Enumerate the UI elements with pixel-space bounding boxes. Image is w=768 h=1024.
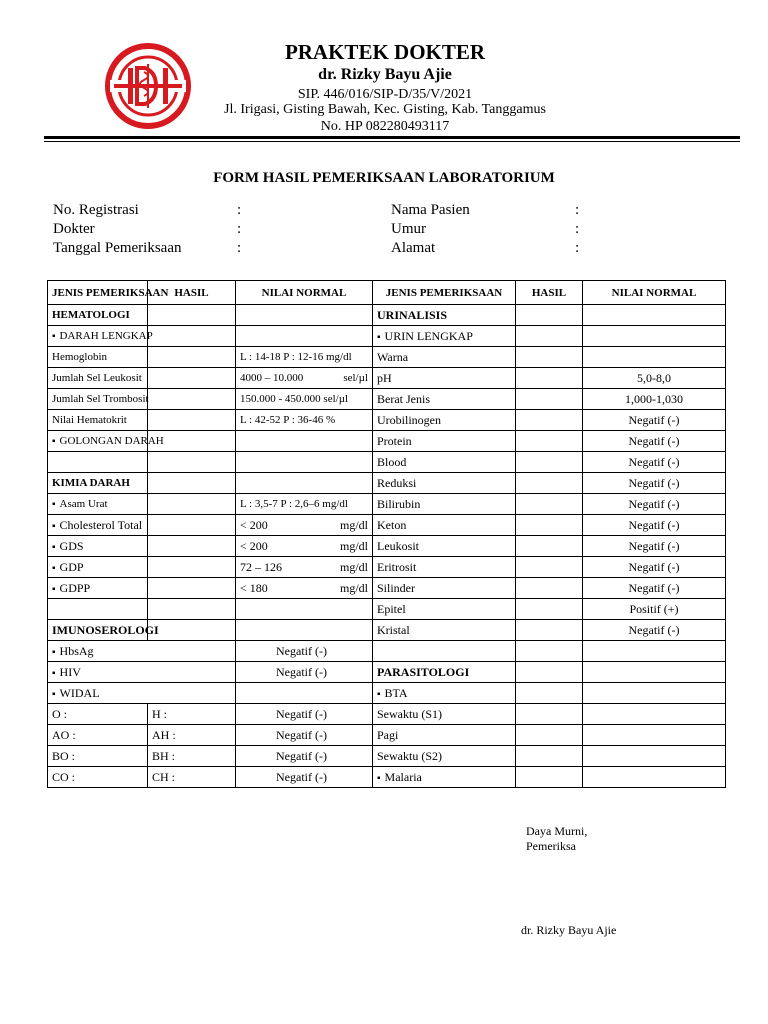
test-hematokrit: Nilai Hematokrit [48,410,148,431]
section-imunoserologi: IMUNOSEROLOGI [48,620,148,641]
normal-cell [583,641,726,662]
hasil-cell[interactable] [516,767,583,788]
normal-asam-urat: L : 3,5-7 P : 2,6–6 mg/dl [236,494,373,515]
table-row [48,410,726,431]
hasil-cell[interactable] [516,725,583,746]
test-berat-jenis: Berat Jenis [373,389,516,410]
widal-o: O : [48,704,148,725]
test-widal: ▪ WIDAL [52,686,100,700]
normal-ph: 5,0-8,0 [583,368,726,389]
hasil-cell[interactable] [516,557,583,578]
widal-ch: CH : [148,767,236,788]
normal-gds: < 200 [240,538,268,553]
normal-warna [583,347,726,368]
table-row [48,683,726,704]
form-title: FORM HASIL PEMERIKSAAN LABORATORIUM [213,170,555,186]
hasil-cell[interactable] [516,452,583,473]
normal-berat-jenis: 1,000-1,030 [583,389,726,410]
test-gdp: ▪ GDP [52,560,84,574]
empty-cell [48,599,148,620]
lab-results-table [47,280,726,788]
label-nama-pasien: Nama Pasien [391,202,470,218]
unit-mgdl: mg/dl [339,580,368,595]
table-row [48,515,726,536]
hasil-cell[interactable] [148,557,236,578]
test-leukosit: Jumlah Sel Leukosit [48,368,148,389]
table-row [48,662,726,683]
hasil-cell[interactable] [516,641,583,662]
clinic-phone: No. HP 082280493117 [320,119,450,134]
normal-cell [236,599,373,620]
normal-cell [583,767,726,788]
label-alamat: Alamat [391,240,436,256]
test-epitel: Epitel [373,599,516,620]
hasil-cell[interactable] [516,473,583,494]
normal-gdp: 72 – 126 [240,559,282,574]
hasil-cell[interactable] [148,452,236,473]
table-row [48,746,726,767]
hasil-cell[interactable] [516,620,583,641]
hasil-cell[interactable] [516,494,583,515]
colon: : [237,221,242,237]
col-header-nilai-normal: NILAI NORMAL [236,281,373,305]
table-row [48,599,726,620]
test-ph: pH [373,368,516,389]
table-row [48,431,726,452]
hasil-cell[interactable] [516,326,583,347]
hasil-cell[interactable] [516,410,583,431]
widal-h: H : [148,704,236,725]
normal-cell [583,704,726,725]
table-row [48,347,726,368]
subsection-urin-lengkap: ▪ URIN LENGKAP [377,329,473,343]
test-malaria: ▪ Malaria [377,770,422,784]
test-gds: ▪ GDS [52,539,84,553]
normal-urobilinogen: Negatif (-) [583,410,726,431]
colon: : [237,202,242,218]
normal-cell [583,683,726,704]
subsection-golongan-darah: ▪ GOLONGAN DARAH [52,435,164,447]
header-divider-thin [44,141,740,142]
section-parasitologi: PARASITOLOGI [373,662,516,683]
normal-cell [583,725,726,746]
signature-doctor-name: dr. Rizky Bayu Ajie [521,923,617,937]
normal-cell [236,431,373,452]
col-header-nilai-normal: NILAI NORMAL [583,281,726,305]
hasil-cell[interactable] [148,620,236,641]
unit-mgdl: mg/dl [339,517,368,532]
test-trombosit: Jumlah Sel Trombosit [48,389,148,410]
hasil-cell[interactable] [516,368,583,389]
col-header-hasil: HASIL [516,281,583,305]
label-no-registrasi: No. Registrasi [53,202,139,218]
test-gdpp: ▪ GDPP [52,581,90,595]
test-pagi: Pagi [373,725,516,746]
normal-silinder: Negatif (-) [583,578,726,599]
normal-hemoglobin: L : 14-18 P : 12-16 mg/dl [236,347,373,368]
hasil-cell[interactable] [148,578,236,599]
empty-cell [373,641,516,662]
widal-co: CO : [48,767,148,788]
hasil-cell[interactable] [516,431,583,452]
normal-leukosit-urin: Negatif (-) [583,536,726,557]
section-kimia-darah: KIMIA DARAH [48,473,148,494]
normal-gdpp: < 180 [240,580,268,595]
hasil-cell[interactable] [148,347,236,368]
test-kristal: Kristal [373,620,516,641]
hasil-cell[interactable] [148,515,236,536]
normal-leukosit: 4000 – 10.000 [240,372,304,384]
hasil-cell[interactable] [148,389,236,410]
table-row [48,578,726,599]
clinic-address: Jl. Irigasi, Gisting Bawah, Kec. Gisting, Kab. Tanggamus [224,102,546,117]
hasil-cell[interactable] [516,305,583,326]
hasil-cell[interactable] [516,683,583,704]
widal-bh: BH : [148,746,236,767]
normal-cell [236,683,373,704]
normal-cell [583,305,726,326]
hasil-cell[interactable] [148,494,236,515]
hasil-cell[interactable] [516,515,583,536]
hasil-cell[interactable] [516,347,583,368]
normal-protein: Negatif (-) [583,431,726,452]
normal-widal-ao: Negatif (-) [236,725,373,746]
col-header-jenis: JENIS PEMERIKSAAN [48,281,148,305]
normal-cholesterol: < 200 [240,517,268,532]
normal-blood: Negatif (-) [583,452,726,473]
table-row [48,704,726,725]
empty-cell [48,452,148,473]
col-header-jenis: JENIS PEMERIKSAAN [373,281,516,305]
hasil-cell[interactable] [148,473,236,494]
table-row [48,494,726,515]
subsection-darah-lengkap: ▪ DARAH LENGKAP [52,330,153,342]
table-row [48,305,726,326]
normal-hiv: Negatif (-) [236,662,373,683]
unit-mgdl: mg/dl [339,538,368,553]
normal-keton: Negatif (-) [583,515,726,536]
widal-ah: AH : [148,725,236,746]
label-dokter: Dokter [53,221,95,237]
normal-cell [236,620,373,641]
test-protein: Protein [373,431,516,452]
unit-mgdl: mg/dl [339,559,368,574]
normal-cell [583,662,726,683]
label-umur: Umur [391,221,426,237]
test-reduksi: Reduksi [373,473,516,494]
signature-role: Pemeriksa [526,839,576,853]
section-urinalisis: URINALISIS [373,305,516,326]
table-row [48,641,726,662]
table-row [48,620,726,641]
table-row [48,452,726,473]
test-urobilinogen: Urobilinogen [373,410,516,431]
normal-epitel: Positif (+) [583,599,726,620]
normal-cell [583,746,726,767]
table-row [48,557,726,578]
hasil-cell[interactable] [516,578,583,599]
test-hbsag: ▪ HbsAg [52,644,94,658]
normal-hematokrit: L : 42-52 P : 36-46 % [236,410,373,431]
test-sewaktu-s1: Sewaktu (S1) [373,704,516,725]
test-sewaktu-s2: Sewaktu (S2) [373,746,516,767]
hasil-cell[interactable] [516,746,583,767]
section-hematologi: HEMATOLOGI [48,305,148,326]
hasil-cell[interactable] [148,410,236,431]
colon: : [237,240,242,256]
normal-cell [583,326,726,347]
signature-name-examiner: Daya Murni, [526,824,588,838]
normal-widal-bo: Negatif (-) [236,746,373,767]
normal-widal-co: Negatif (-) [236,767,373,788]
normal-bilirubin: Negatif (-) [583,494,726,515]
clinic-title: PRAKTEK DOKTER [284,40,486,64]
colon: : [575,202,580,218]
normal-reduksi: Negatif (-) [583,473,726,494]
test-asam-urat: ▪ Asam Urat [52,498,108,510]
test-leukosit-urin: Leukosit [373,536,516,557]
table-row [48,473,726,494]
test-hiv: ▪ HIV [52,665,81,679]
hasil-cell[interactable] [516,536,583,557]
table-row [48,725,726,746]
normal-kristal: Negatif (-) [583,620,726,641]
table-row [48,536,726,557]
normal-widal-o: Negatif (-) [236,704,373,725]
hasil-cell[interactable] [148,326,236,347]
table-row [48,368,726,389]
hasil-cell[interactable] [516,662,583,683]
test-bta: ▪ BTA [377,686,408,700]
normal-cell [236,452,373,473]
table-row [48,389,726,410]
hasil-cell[interactable] [148,305,236,326]
hasil-cell[interactable] [148,368,236,389]
test-hemoglobin: Hemoglobin [48,347,148,368]
normal-cell [236,305,373,326]
hasil-cell[interactable] [148,536,236,557]
hasil-cell[interactable] [516,389,583,410]
normal-eritrosit: Negatif (-) [583,557,726,578]
hasil-cell[interactable] [516,599,583,620]
test-bilirubin: Bilirubin [373,494,516,515]
test-silinder: Silinder [373,578,516,599]
test-eritrosit: Eritrosit [373,557,516,578]
label-tanggal-pemeriksaan: Tanggal Pemeriksaan [53,240,182,256]
col-header-hasil: HASIL [148,281,236,305]
sip-number: SIP. 446/016/SIP-D/35/V/2021 [297,87,473,102]
test-blood: Blood [373,452,516,473]
table-row [48,767,726,788]
header-divider-thick [44,136,740,139]
colon: : [575,221,580,237]
hasil-cell[interactable] [148,599,236,620]
normal-cell [236,473,373,494]
hasil-cell[interactable] [516,704,583,725]
widal-bo: BO : [48,746,148,767]
test-keton: Keton [373,515,516,536]
widal-ao: AO : [48,725,148,746]
normal-cell [236,326,373,347]
doctor-name: dr. Rizky Bayu Ajie [318,66,452,83]
colon: : [575,240,580,256]
test-warna: Warna [373,347,516,368]
normal-hbsag: Negatif (-) [236,641,373,662]
unit-leukosit: sel/µl [343,372,368,384]
idi-logo [104,42,192,130]
table-header-row [48,281,726,305]
table-row [48,326,726,347]
normal-trombosit: 150.000 - 450.000 sel/µl [236,389,373,410]
test-cholesterol: ▪ Cholesterol Total [52,518,142,532]
